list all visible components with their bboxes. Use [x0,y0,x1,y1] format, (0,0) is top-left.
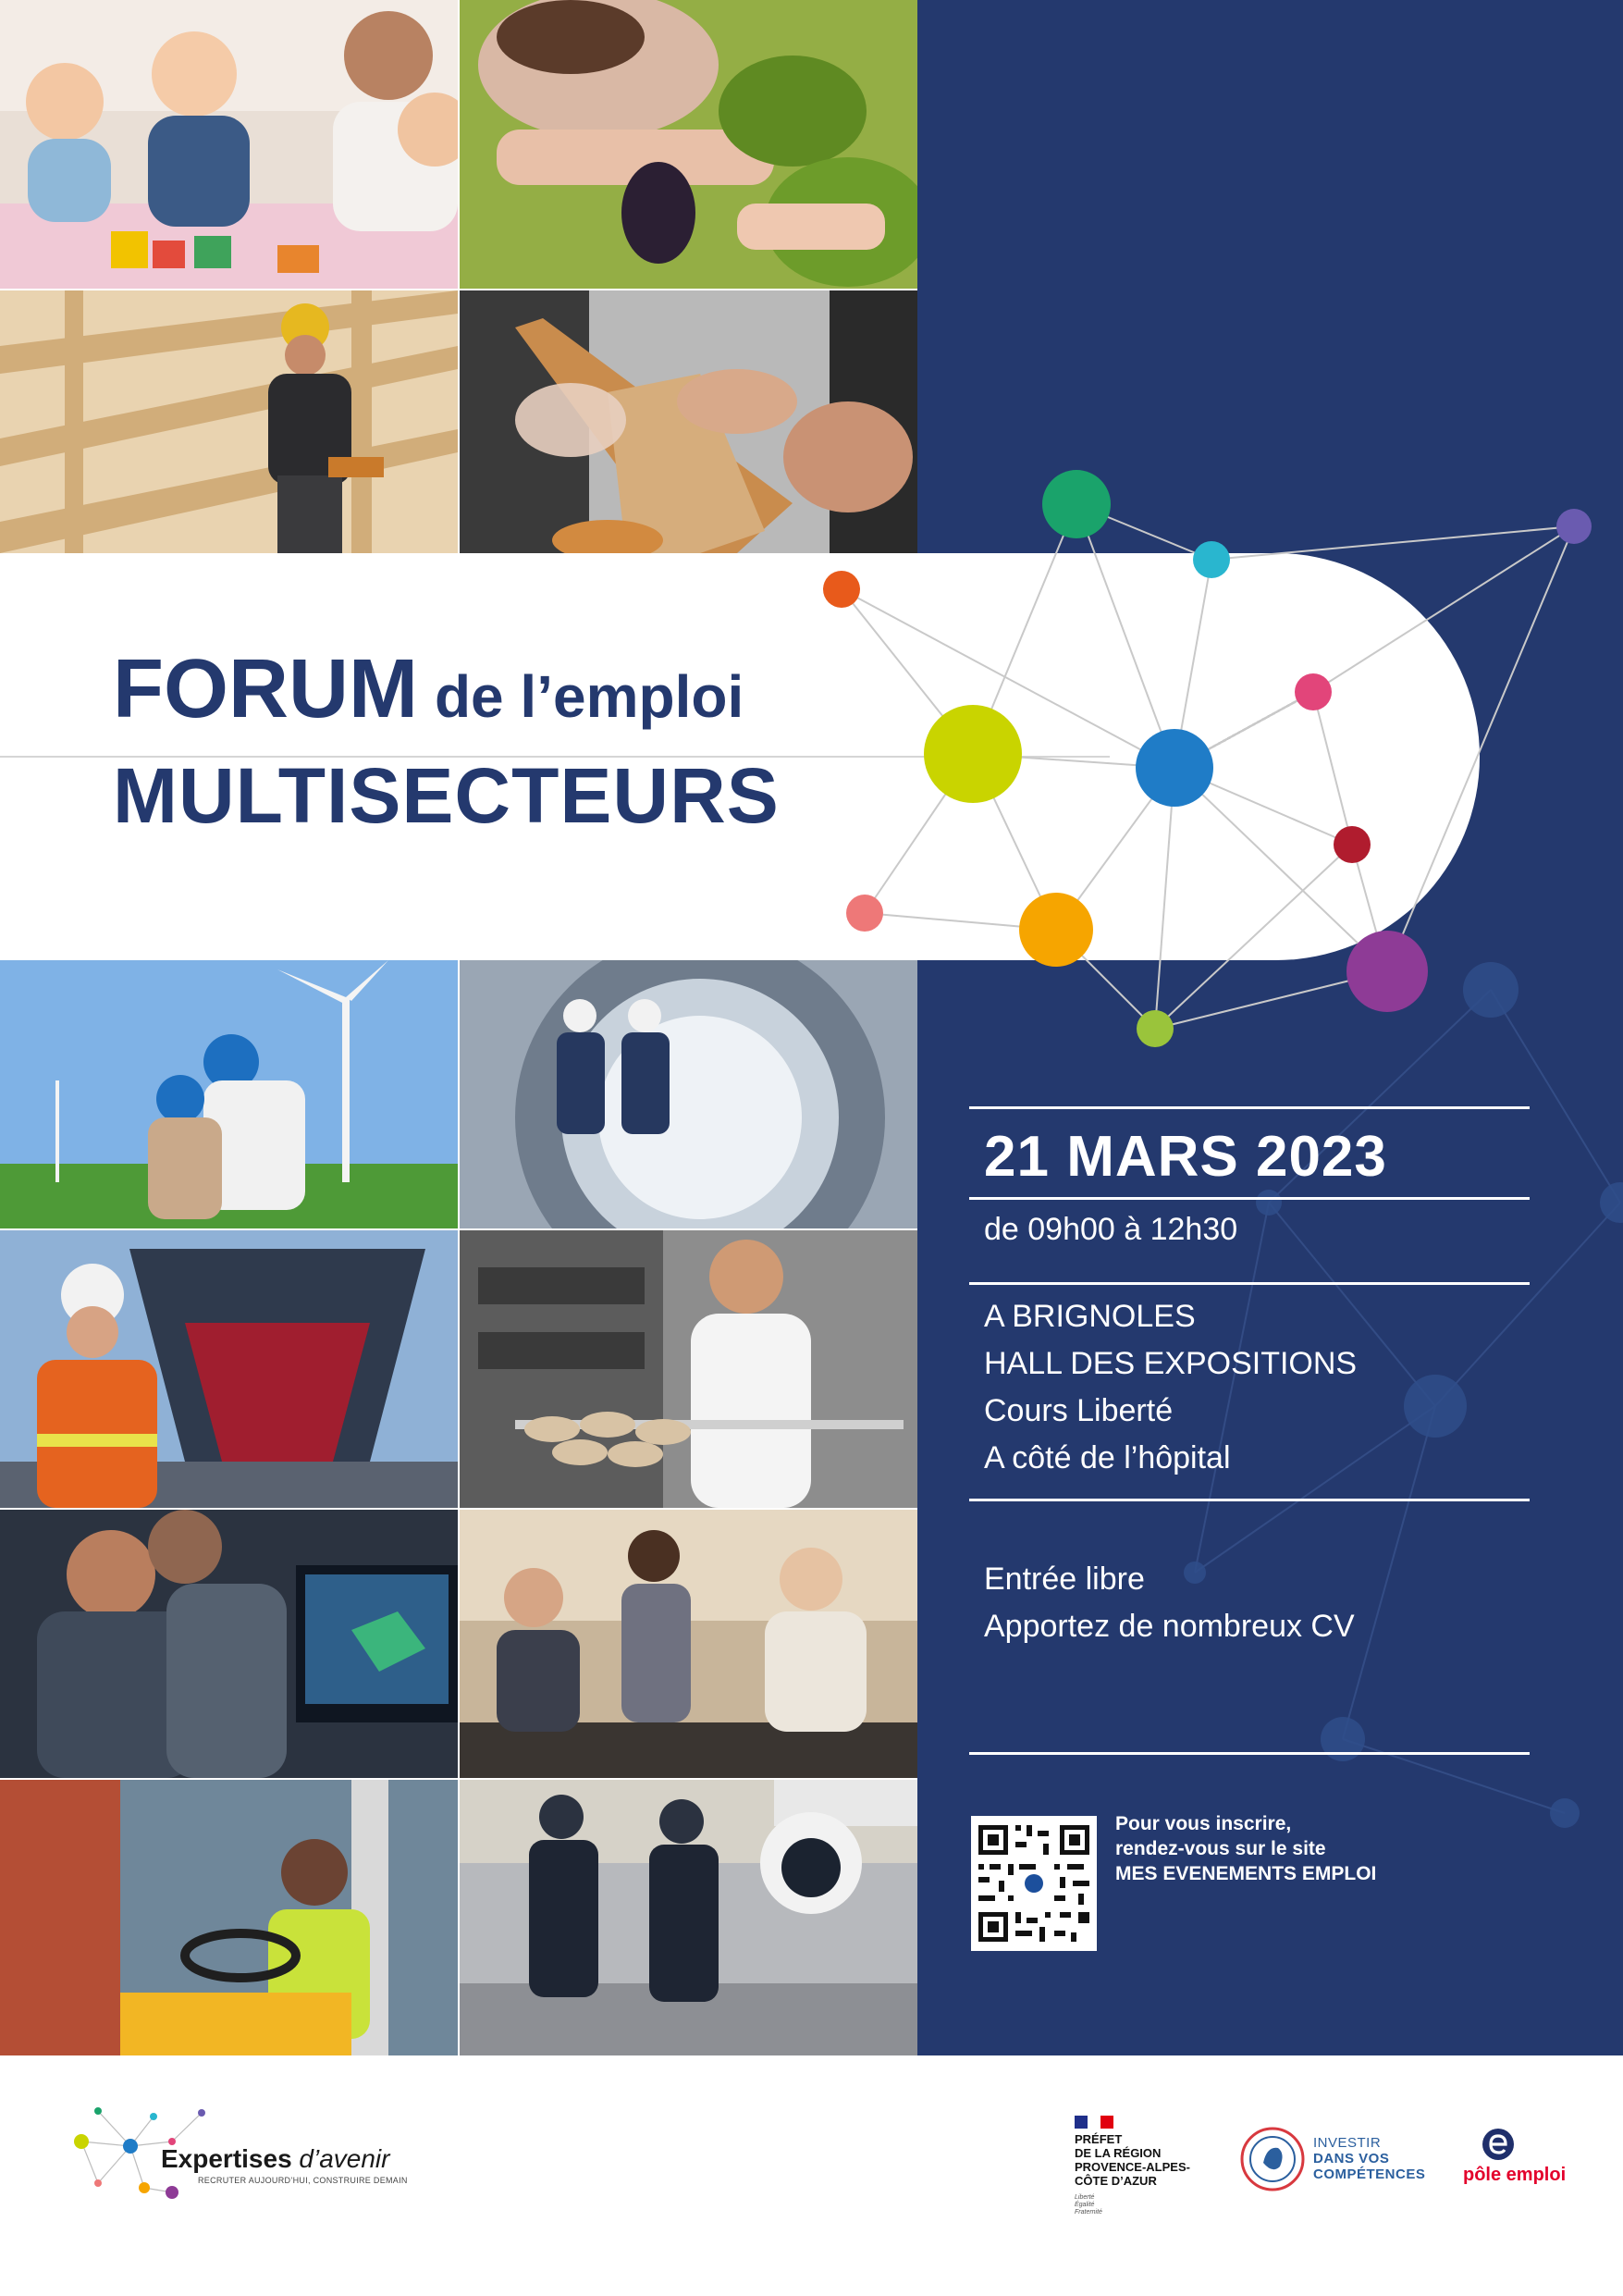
rule-after-date [969,1197,1530,1200]
registration-text [1115,1811,1376,1886]
pole-emploi-logo-icon [1482,2128,1515,2161]
network-node-light-green [1137,1010,1174,1047]
prefet-region-text [1075,2132,1190,2188]
note-cv: Apportez de nombreux CV [984,1609,1355,1644]
bread-oven-baker-icon [460,1230,917,1508]
wind-turbine-engineers-icon [0,960,458,1228]
prefet-line-1: PRÉFET [1075,2132,1123,2146]
motto-egalite: Égalité [1075,2202,1095,2208]
network-node-blue [1136,729,1213,807]
prefet-line-2: DE LA RÉGION [1075,2146,1162,2160]
investir-competences-text [1313,2135,1425,2182]
childcare-icon [0,0,458,289]
registration-line-1: Pour vous inscrire, [1115,1813,1292,1834]
network-node-violet-small [1556,509,1592,544]
forum-title [113,643,744,735]
photo-business-reception [460,1510,917,1778]
network-node-orange-small [823,571,860,608]
qr-code[interactable] [971,1816,1097,1951]
photo-shipyard [0,1230,458,1508]
industrial-gear-icon [460,960,917,1228]
investir-avenir-seal-icon [1239,2126,1306,2192]
republic-motto [1075,2194,1102,2216]
photo-gear [460,960,917,1228]
photo-security [460,1780,917,2055]
network-node-lime [924,705,1022,803]
pole-emploi-wordmark: pôle emploi [1463,2165,1567,2185]
expertises-tagline: RECRUTER AUJOURD’HUI, CONSTRUIRE DEMAIN [198,2176,408,2185]
security-agents-icon [460,1780,917,2055]
network-node-salmon [846,895,883,932]
forklift-driver-icon [0,1780,458,2055]
photo-forklift [0,1780,458,2055]
business-reception-icon [460,1510,917,1778]
note-entry: Entrée libre [984,1562,1145,1597]
3d-design-office-icon [0,1510,458,1778]
registration-line-2: rendez-vous sur le site [1115,1838,1326,1859]
location-line-city: A BRIGNOLES [984,1299,1196,1334]
expertises-italic: d’avenir [291,2144,390,2173]
expertises-bold: Expertises [161,2144,292,2173]
location-line-landmark: A côté de l’hôpital [984,1440,1231,1475]
location-line-street: Cours Liberté [984,1393,1174,1428]
photo-3d-design [0,1510,458,1778]
qr-code-icon [971,1816,1097,1951]
rule-after-hours [969,1282,1530,1285]
investir-line-3: COMPÉTENCES [1313,2166,1426,2182]
event-hours: de 09h00 à 12h30 [984,1212,1238,1247]
multisecteurs-title: MULTISECTEURS [113,752,780,839]
rule-after-location [969,1499,1530,1501]
network-node-yellow-orange [1019,893,1093,967]
network-node-purple [1346,931,1428,1012]
rule-after-notes [969,1752,1530,1755]
investir-line-1: INVESTIR [1313,2135,1382,2151]
marianne-flag-icon [1075,2116,1113,2129]
network-node-green [1042,470,1111,538]
location-line-hall: HALL DES EXPOSITIONS [984,1346,1358,1381]
photo-wind-engineers [0,960,458,1228]
de-emploi-word: de l’emploi [434,663,744,730]
rule-top [969,1106,1530,1109]
vineyard-harvest-icon [460,0,917,289]
investir-line-2: DANS VOS [1313,2151,1390,2166]
photo-carpentry [0,290,458,553]
event-date: 21 MARS 2023 [984,1125,1387,1189]
motto-fraternite: Fraternité [1075,2209,1102,2216]
photo-childcare [0,0,458,289]
registration-site-name: MES EVENEMENTS EMPLOI [1115,1863,1377,1884]
forum-word: FORUM [113,643,418,735]
expertises-logo-name [161,2144,389,2174]
shipyard-worker-icon [0,1230,458,1508]
network-node-cyan [1193,541,1230,578]
network-node-red [1334,826,1371,863]
prefet-line-3: PROVENCE-ALPES- [1075,2160,1190,2174]
motto-liberte: Liberté [1075,2194,1095,2201]
colored-network-graphic [814,453,1609,1064]
network-node-pink [1295,673,1332,710]
photo-baker-oven [460,1230,917,1508]
photo-vineyard [460,0,917,289]
prefet-line-4: CÔTE D’AZUR [1075,2174,1157,2188]
carpentry-roof-icon [0,290,458,553]
